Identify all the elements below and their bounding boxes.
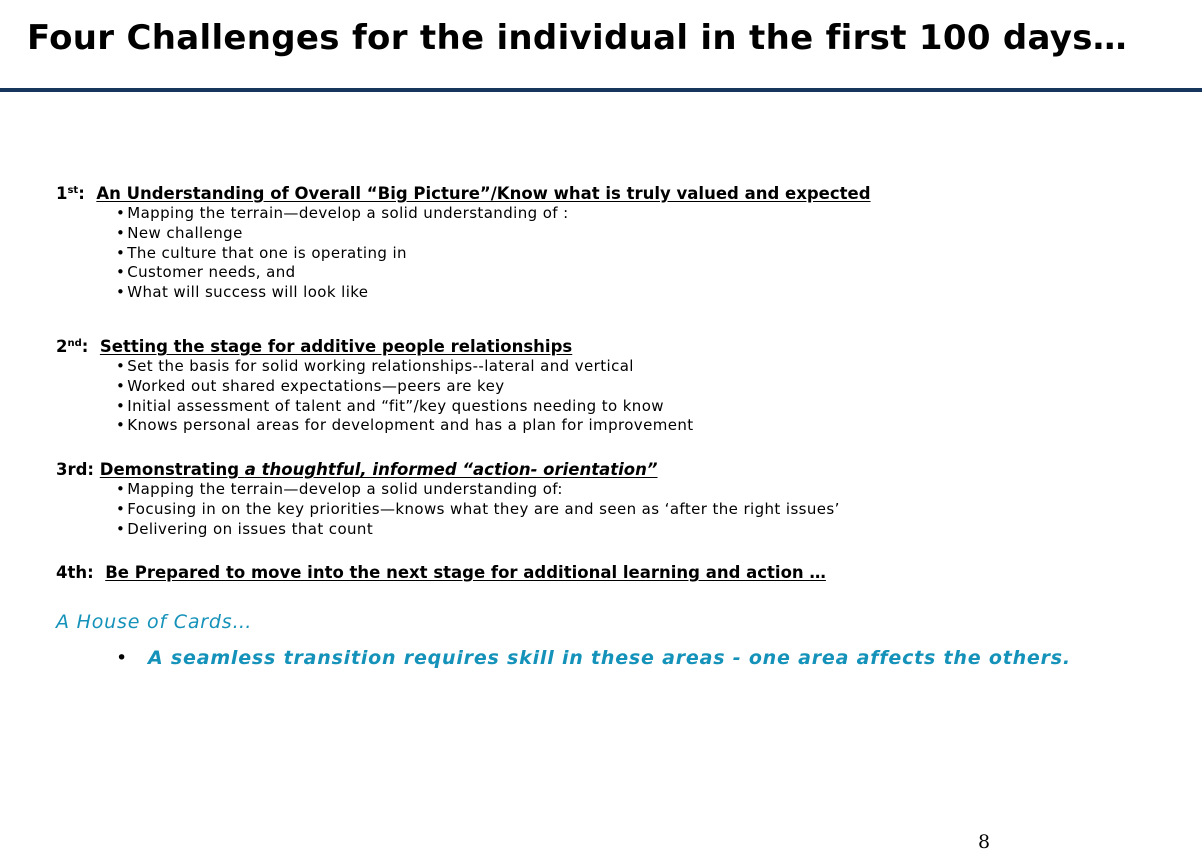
list-item: • Delivering on issues that count	[116, 520, 1156, 540]
challenge-3-heading	[56, 460, 1156, 480]
house-of-cards-bullet	[116, 645, 1071, 671]
challenge-4	[56, 563, 1156, 583]
slide-title: Four Challenges for the individual in the first 100 days…	[27, 18, 1128, 58]
house-of-cards-text: A seamless transition requires skill in these areas - one area affects the others.	[148, 647, 1071, 669]
house-of-cards-title: A House of Cards…	[56, 611, 253, 633]
challenge-3-bullets	[56, 480, 1156, 539]
challenge-1-heading	[56, 184, 1156, 204]
list-item: • Customer needs, and	[116, 263, 1156, 283]
list-item: • Knows personal areas for development and has a plan for improvement	[116, 416, 1156, 436]
bullet-dot: •	[116, 647, 128, 669]
challenge-3	[56, 460, 1156, 539]
list-item: • Mapping the terrain—develop a solid understanding of :	[116, 204, 1156, 224]
list-item: • Mapping the terrain—develop a solid understanding of:	[116, 480, 1156, 500]
list-item: • What will success will look like	[116, 283, 1156, 303]
list-item: • Worked out shared expectations—peers are key	[116, 377, 1156, 397]
challenge-1	[56, 184, 1156, 303]
page-number: 8	[978, 831, 991, 853]
challenge-1-title: An Understanding of Overall “Big Picture”/Know what is truly valued and expected	[96, 184, 871, 203]
challenge-4-title: Be Prepared to move into the next stage for additional learning and action …	[105, 563, 826, 582]
list-item: • Set the basis for solid working relationships--lateral and vertical	[116, 357, 1156, 377]
challenge-2-number: 2nd:	[56, 337, 89, 356]
challenge-2-title: Setting the stage for additive people relationships	[99, 337, 573, 356]
challenge-2-heading	[56, 337, 1156, 357]
list-item: • Initial assessment of talent and “fit”/key questions needing to know	[116, 397, 1156, 417]
title-divider	[0, 88, 1202, 92]
challenge-1-number: 1st:	[56, 184, 85, 203]
challenge-4-heading	[56, 563, 1156, 583]
challenge-4-number: 4th:	[56, 563, 94, 582]
list-item: • New challenge	[116, 224, 1156, 244]
challenge-1-bullets	[56, 204, 1156, 303]
challenge-3-number: 3rd:	[56, 460, 95, 479]
challenge-2	[56, 337, 1156, 436]
list-item: • Focusing in on the key priorities—knows what they are and seen as ‘after the right issues’	[116, 500, 1156, 520]
challenge-3-title: Demonstrating a thoughtful, informed “action- orientation”	[99, 460, 658, 479]
list-item: • The culture that one is operating in	[116, 244, 1156, 264]
challenge-2-bullets	[56, 357, 1156, 436]
